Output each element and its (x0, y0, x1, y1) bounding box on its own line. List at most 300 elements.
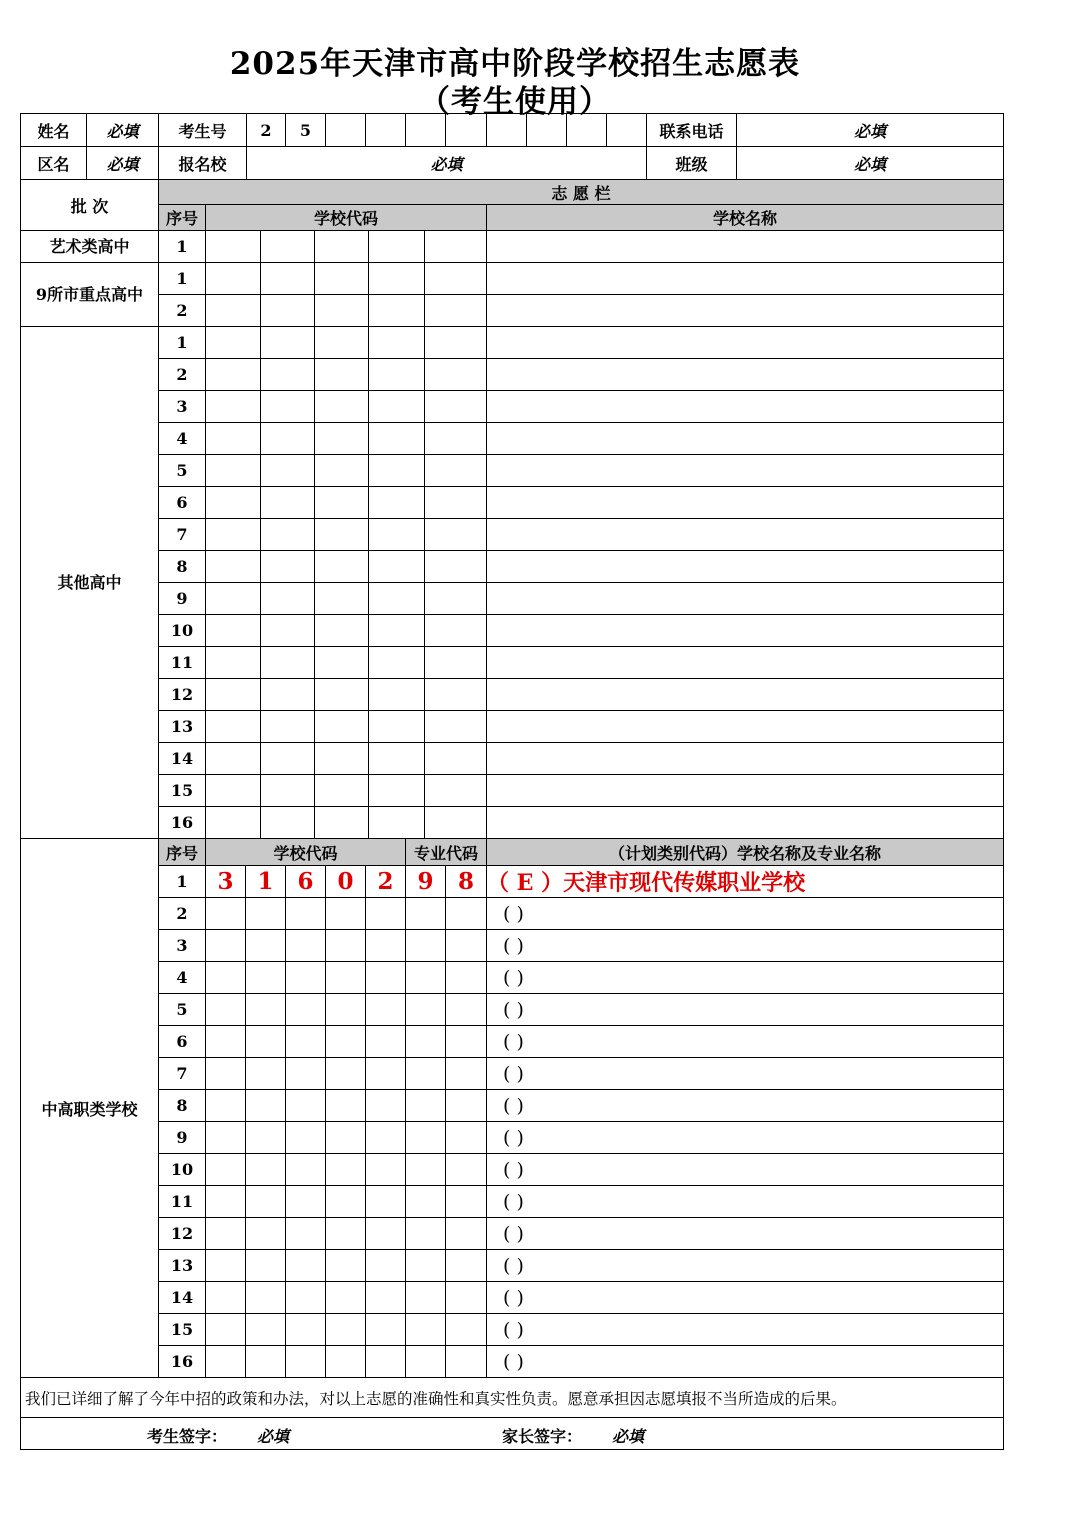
school-code-cell[interactable] (368, 486, 425, 519)
school-name-cell[interactable] (486, 806, 1004, 839)
school-code-cell[interactable] (424, 262, 487, 295)
school-code-cell[interactable] (205, 262, 261, 295)
row-seq: 3 (158, 929, 206, 962)
school-code-digit[interactable] (245, 1057, 286, 1090)
school-code-cell[interactable] (260, 518, 315, 551)
school-code-cell[interactable] (260, 646, 315, 679)
school-code-cell[interactable] (314, 774, 369, 807)
major-code-digit[interactable] (405, 1313, 446, 1346)
school-code-digit[interactable] (245, 1313, 286, 1346)
exam-no-digit[interactable] (325, 113, 366, 147)
school-code-digit[interactable] (285, 1185, 326, 1218)
row-seq: 6 (158, 1025, 206, 1058)
school-code-cell[interactable] (205, 358, 261, 391)
school-code-cell[interactable] (368, 678, 425, 711)
school-code-cell[interactable] (314, 294, 369, 327)
class-field[interactable]: 必填 (736, 146, 1004, 180)
school-code-digit[interactable] (365, 1217, 406, 1250)
exam-no-digit[interactable] (486, 113, 527, 147)
school-code-digit[interactable] (285, 1153, 326, 1186)
school-code-cell[interactable] (260, 294, 315, 327)
row-seq: 14 (158, 742, 206, 775)
seq-header-2: 序号 (158, 838, 206, 866)
school-code-digit[interactable] (285, 1025, 326, 1058)
exam-no-digit[interactable] (405, 113, 446, 147)
school-code-cell[interactable] (424, 646, 487, 679)
school-code-cell[interactable] (424, 422, 487, 455)
class-label: 班级 (646, 146, 737, 180)
school-code-cell[interactable] (260, 678, 315, 711)
school-code-cell[interactable] (424, 294, 487, 327)
school-code-cell[interactable] (260, 774, 315, 807)
school-name-cell[interactable] (486, 454, 1004, 487)
school-code-cell[interactable] (205, 454, 261, 487)
school-code-cell[interactable] (424, 358, 487, 391)
school-code-cell[interactable] (424, 582, 487, 615)
school-name-cell[interactable] (486, 582, 1004, 615)
parent-signature-label: 家长签字： (502, 1427, 583, 1446)
row-seq: 12 (158, 1217, 206, 1250)
school-code-cell[interactable] (314, 614, 369, 647)
school-name-cell[interactable] (486, 262, 1004, 295)
school-code-digit[interactable] (205, 1057, 246, 1090)
major-code-digit[interactable] (445, 1025, 487, 1058)
school-major-name-cell[interactable]: ( ) (486, 1217, 1004, 1250)
row-seq: 3 (158, 390, 206, 423)
school-code-digit[interactable] (325, 993, 366, 1026)
school-name-cell[interactable] (486, 614, 1004, 647)
school-code-cell[interactable] (205, 294, 261, 327)
school-code-cell[interactable] (314, 518, 369, 551)
row-seq: 2 (158, 358, 206, 391)
school-code-cell[interactable] (260, 422, 315, 455)
school-name-cell[interactable] (486, 518, 1004, 551)
school-code-cell[interactable] (314, 646, 369, 679)
school-major-name-cell[interactable]: ( ) (486, 1025, 1004, 1058)
row-seq: 2 (158, 294, 206, 327)
school-code-cell[interactable] (424, 678, 487, 711)
school-code-cell[interactable] (424, 326, 487, 359)
school-code-digit[interactable] (205, 1281, 246, 1314)
batch-label: 其他高中 (20, 326, 159, 839)
school-code-cell[interactable] (205, 806, 261, 839)
school-name-cell[interactable] (486, 550, 1004, 583)
school-code-digit[interactable] (205, 1345, 246, 1378)
school-name-cell[interactable] (486, 678, 1004, 711)
row-seq: 14 (158, 1281, 206, 1314)
major-code-digit[interactable] (405, 1249, 446, 1282)
school-code-cell[interactable] (368, 518, 425, 551)
school-code-digit[interactable] (285, 961, 326, 994)
school-name-cell[interactable] (486, 774, 1004, 807)
school-code-cell[interactable] (260, 358, 315, 391)
school-code-digit[interactable] (325, 1345, 366, 1378)
school-code-digit[interactable]: 6 (285, 865, 326, 898)
school-name-cell[interactable] (486, 710, 1004, 743)
school-major-name-cell[interactable]: ( ) (486, 961, 1004, 994)
school-major-name-cell[interactable]: ( ) (486, 929, 1004, 962)
school-code-cell[interactable] (424, 614, 487, 647)
exam-no-digit[interactable]: 5 (285, 113, 326, 147)
school-code-cell[interactable] (368, 614, 425, 647)
school-code-digit[interactable] (365, 1185, 406, 1218)
school-code-digit[interactable] (365, 1089, 406, 1122)
major-code-digit[interactable] (405, 1217, 446, 1250)
school-code-cell[interactable] (205, 326, 261, 359)
school-code-digit[interactable] (365, 1249, 406, 1282)
school-code-digit[interactable] (285, 1249, 326, 1282)
school-code-cell[interactable] (424, 774, 487, 807)
school-code-cell[interactable] (368, 390, 425, 423)
school-code-digit[interactable] (205, 961, 246, 994)
school-name-cell[interactable] (486, 230, 1004, 263)
school-code-digit[interactable] (245, 1089, 286, 1122)
school-code-cell[interactable] (314, 710, 369, 743)
major-code-digit[interactable] (445, 1281, 487, 1314)
school-major-name-cell[interactable]: ( ) (486, 1345, 1004, 1378)
school-code-cell[interactable] (260, 486, 315, 519)
school-code-digit[interactable] (245, 1217, 286, 1250)
school-code-digit[interactable] (325, 1313, 366, 1346)
school-code-digit[interactable] (245, 1121, 286, 1154)
school-code-digit[interactable] (205, 1249, 246, 1282)
school-code-digit[interactable] (365, 1345, 406, 1378)
row-seq: 7 (158, 518, 206, 551)
school-code-digit[interactable] (245, 1281, 286, 1314)
school-code-cell[interactable] (368, 454, 425, 487)
school-code-cell[interactable] (205, 582, 261, 615)
school-code-cell[interactable] (424, 550, 487, 583)
row-seq: 10 (158, 1153, 206, 1186)
school-code-digit[interactable] (245, 1185, 286, 1218)
school-code-digit[interactable] (245, 993, 286, 1026)
school-code-cell[interactable] (368, 262, 425, 295)
major-code-digit[interactable] (445, 1185, 487, 1218)
school-major-name-cell[interactable]: ( ) (486, 1121, 1004, 1154)
school-code-digit[interactable] (325, 1281, 366, 1314)
school-code-cell[interactable] (260, 614, 315, 647)
school-code-digit[interactable] (285, 1345, 326, 1378)
school-code-digit[interactable] (285, 1057, 326, 1090)
school-code-digit[interactable] (325, 897, 366, 930)
major-code-digit[interactable] (405, 1057, 446, 1090)
row-seq: 16 (158, 1345, 206, 1378)
school-code-cell[interactable] (424, 230, 487, 263)
school-code-cell[interactable] (205, 422, 261, 455)
school-code-digit[interactable] (205, 897, 246, 930)
row-seq: 1 (158, 230, 206, 263)
school-major-name-cell[interactable]: ( ) (486, 1089, 1004, 1122)
school-code-digit[interactable] (205, 1313, 246, 1346)
school-code-digit[interactable] (245, 1153, 286, 1186)
major-code-digit[interactable]: 9 (405, 865, 446, 898)
school-code-header: 学校代码 (205, 204, 487, 231)
school-code-cell[interactable] (314, 230, 369, 263)
major-code-digit[interactable] (405, 993, 446, 1026)
school-code-digit[interactable] (365, 929, 406, 962)
school-code-digit[interactable] (285, 1089, 326, 1122)
major-code-digit[interactable] (405, 961, 446, 994)
school-code-digit[interactable] (325, 1217, 366, 1250)
school-code-cell[interactable] (368, 742, 425, 775)
school-code-digit[interactable] (205, 1185, 246, 1218)
school-code-cell[interactable] (368, 358, 425, 391)
reg-school-field[interactable]: 必填 (246, 146, 647, 180)
school-code-cell[interactable] (314, 486, 369, 519)
school-name-cell[interactable] (486, 294, 1004, 327)
school-code-digit[interactable] (365, 1121, 406, 1154)
school-code-cell[interactable] (314, 742, 369, 775)
row-seq: 1 (158, 326, 206, 359)
school-code-cell[interactable] (314, 454, 369, 487)
major-code-digit[interactable] (405, 1121, 446, 1154)
school-code-cell[interactable] (368, 582, 425, 615)
row-seq: 15 (158, 774, 206, 807)
school-major-name-cell[interactable]: ( ) (486, 1057, 1004, 1090)
school-code-cell[interactable] (260, 582, 315, 615)
batch-label-vocational: 中高职类学校 (20, 838, 159, 1378)
major-code-digit[interactable] (445, 1089, 487, 1122)
school-code-cell[interactable] (424, 454, 487, 487)
school-code-digit[interactable] (365, 993, 406, 1026)
major-code-digit[interactable] (405, 1089, 446, 1122)
school-code-digit[interactable] (365, 1057, 406, 1090)
school-code-digit[interactable] (245, 929, 286, 962)
school-code-digit[interactable] (205, 1025, 246, 1058)
school-code-cell[interactable] (368, 646, 425, 679)
school-code-digit[interactable] (325, 1249, 366, 1282)
school-code-digit[interactable]: 3 (205, 865, 246, 898)
school-code-digit[interactable]: 2 (365, 865, 406, 898)
school-code-cell[interactable] (314, 582, 369, 615)
school-code-cell[interactable] (314, 550, 369, 583)
school-code-digit[interactable] (205, 1089, 246, 1122)
parent-signature-value[interactable]: 必填 (612, 1427, 645, 1446)
major-code-digit[interactable] (445, 1121, 487, 1154)
school-code-cell[interactable] (205, 646, 261, 679)
school-code-digit[interactable] (245, 1025, 286, 1058)
major-code-digit[interactable] (405, 1345, 446, 1378)
major-code-digit[interactable] (445, 1313, 487, 1346)
school-code-digit[interactable] (325, 1185, 366, 1218)
row-seq: 5 (158, 993, 206, 1026)
school-code-header-2: 学校代码 (205, 838, 406, 866)
row-seq: 9 (158, 1121, 206, 1154)
school-major-name-cell[interactable]: ( ) (486, 993, 1004, 1026)
exam-no-digit[interactable] (606, 113, 647, 147)
school-code-digit[interactable] (245, 897, 286, 930)
school-code-digit[interactable] (365, 1281, 406, 1314)
school-code-cell[interactable] (260, 742, 315, 775)
school-code-cell[interactable] (205, 230, 261, 263)
school-code-cell[interactable] (260, 326, 315, 359)
exam-no-digit[interactable] (365, 113, 406, 147)
school-name-cell[interactable] (486, 422, 1004, 455)
school-name-cell[interactable] (486, 742, 1004, 775)
school-name-cell[interactable] (486, 326, 1004, 359)
major-code-digit[interactable] (405, 1025, 446, 1058)
exam-no-digit[interactable] (445, 113, 487, 147)
district-field[interactable]: 必填 (86, 146, 159, 180)
school-code-digit[interactable] (325, 929, 366, 962)
school-name-cell[interactable] (486, 390, 1004, 423)
row-seq: 15 (158, 1313, 206, 1346)
school-code-cell[interactable] (260, 262, 315, 295)
row-seq: 5 (158, 454, 206, 487)
name-label: 姓名 (20, 113, 87, 147)
major-code-digit[interactable] (405, 1153, 446, 1186)
row-seq: 13 (158, 1249, 206, 1282)
school-code-cell[interactable] (205, 678, 261, 711)
school-code-cell[interactable] (368, 550, 425, 583)
major-code-digit[interactable] (445, 897, 487, 930)
school-major-name-cell[interactable]: （ E ）天津市现代传媒职业学校 (486, 865, 1004, 898)
school-code-cell[interactable] (424, 710, 487, 743)
school-code-cell[interactable] (424, 806, 487, 839)
school-code-digit[interactable]: 0 (325, 865, 366, 898)
school-code-cell[interactable] (205, 742, 261, 775)
school-name-cell[interactable] (486, 358, 1004, 391)
school-code-cell[interactable] (424, 486, 487, 519)
school-code-cell[interactable] (260, 390, 315, 423)
school-code-cell[interactable] (260, 710, 315, 743)
school-code-cell[interactable] (368, 774, 425, 807)
school-code-cell[interactable] (314, 806, 369, 839)
school-code-cell[interactable] (368, 806, 425, 839)
school-code-digit[interactable] (205, 1121, 246, 1154)
major-code-digit[interactable] (405, 897, 446, 930)
seq-header: 序号 (158, 204, 206, 231)
school-code-digit[interactable] (245, 961, 286, 994)
school-code-cell[interactable] (368, 326, 425, 359)
major-code-digit[interactable] (445, 1057, 487, 1090)
school-code-cell[interactable] (205, 390, 261, 423)
school-code-cell[interactable] (368, 710, 425, 743)
declaration-text: 我们已详细了解了今年中招的政策和办法，对以上志愿的准确性和真实性负责。愿意承担因志愿填报不当所造成的后果。 (20, 1377, 1004, 1418)
school-code-cell[interactable] (205, 710, 261, 743)
phone-label: 联系电话 (646, 113, 737, 147)
major-code-digit[interactable] (445, 993, 487, 1026)
school-major-name-cell[interactable]: ( ) (486, 1249, 1004, 1282)
major-code-digit[interactable] (445, 961, 487, 994)
school-code-cell[interactable] (260, 230, 315, 263)
school-code-cell[interactable] (368, 294, 425, 327)
school-code-digit[interactable] (205, 1153, 246, 1186)
school-code-digit[interactable] (365, 1313, 406, 1346)
row-seq: 4 (158, 961, 206, 994)
batch-header: 批 次 (20, 179, 159, 231)
school-code-digit[interactable] (245, 1249, 286, 1282)
major-code-digit[interactable] (445, 929, 487, 962)
school-code-digit[interactable] (285, 993, 326, 1026)
exam-no-label: 考生号 (158, 113, 247, 147)
school-code-digit[interactable] (205, 993, 246, 1026)
school-code-digit[interactable] (285, 897, 326, 930)
school-code-digit[interactable] (365, 961, 406, 994)
exam-no-digit[interactable] (526, 113, 567, 147)
school-code-cell[interactable] (368, 230, 425, 263)
form-title: 2025年天津市高中阶段学校招生志愿表 (229, 46, 801, 82)
school-code-digit[interactable] (325, 1025, 366, 1058)
school-code-cell[interactable] (424, 518, 487, 551)
major-code-digit[interactable] (445, 1217, 487, 1250)
major-code-digit[interactable] (445, 1345, 487, 1378)
exam-no-digit[interactable]: 2 (246, 113, 286, 147)
school-code-cell[interactable] (424, 742, 487, 775)
school-code-digit[interactable] (285, 1313, 326, 1346)
school-major-name-cell[interactable]: ( ) (486, 1313, 1004, 1346)
row-seq: 9 (158, 582, 206, 615)
school-code-digit[interactable] (285, 1281, 326, 1314)
school-code-digit[interactable] (325, 1121, 366, 1154)
phone-field[interactable]: 必填 (736, 113, 1004, 147)
school-code-digit[interactable] (365, 1153, 406, 1186)
school-code-cell[interactable] (314, 390, 369, 423)
school-name-cell[interactable] (486, 486, 1004, 519)
school-code-digit[interactable] (205, 929, 246, 962)
school-code-digit[interactable] (325, 1089, 366, 1122)
major-code-digit[interactable] (405, 1281, 446, 1314)
major-code-digit[interactable] (445, 1153, 487, 1186)
school-code-cell[interactable] (424, 390, 487, 423)
major-code-digit[interactable] (405, 929, 446, 962)
row-seq: 12 (158, 678, 206, 711)
major-code-header: 专业代码 (405, 838, 487, 866)
major-code-digit[interactable] (405, 1185, 446, 1218)
row-seq: 2 (158, 897, 206, 930)
school-major-name-cell[interactable]: ( ) (486, 1153, 1004, 1186)
name-field[interactable]: 必填 (86, 113, 159, 147)
school-code-digit[interactable] (205, 1217, 246, 1250)
school-code-digit[interactable] (365, 1025, 406, 1058)
student-signature-value[interactable]: 必填 (257, 1427, 290, 1446)
school-code-digit[interactable] (365, 897, 406, 930)
school-code-cell[interactable] (205, 614, 261, 647)
school-major-name-cell[interactable]: ( ) (486, 1185, 1004, 1218)
school-code-digit[interactable] (285, 929, 326, 962)
school-name-cell[interactable] (486, 646, 1004, 679)
school-code-cell[interactable] (314, 422, 369, 455)
school-code-cell[interactable] (368, 422, 425, 455)
school-major-name-cell[interactable]: ( ) (486, 1281, 1004, 1314)
exam-no-digit[interactable] (566, 113, 607, 147)
school-code-digit[interactable] (325, 1057, 366, 1090)
row-seq: 1 (158, 865, 206, 898)
school-code-digit[interactable] (325, 1153, 366, 1186)
row-seq: 11 (158, 646, 206, 679)
school-code-cell[interactable] (205, 486, 261, 519)
school-code-digit[interactable] (325, 961, 366, 994)
school-code-cell[interactable] (314, 678, 369, 711)
school-code-digit[interactable] (285, 1121, 326, 1154)
school-code-digit[interactable] (245, 1345, 286, 1378)
school-code-cell[interactable] (314, 358, 369, 391)
school-major-name-cell[interactable]: ( ) (486, 897, 1004, 930)
school-code-digit[interactable] (285, 1217, 326, 1250)
school-code-cell[interactable] (205, 774, 261, 807)
major-code-digit[interactable]: 8 (445, 865, 487, 898)
major-code-digit[interactable] (445, 1249, 487, 1282)
school-code-cell[interactable] (205, 550, 261, 583)
school-code-cell[interactable] (205, 518, 261, 551)
school-code-cell[interactable] (260, 454, 315, 487)
school-code-digit[interactable]: 1 (245, 865, 286, 898)
school-code-cell[interactable] (260, 550, 315, 583)
school-code-cell[interactable] (260, 806, 315, 839)
school-code-cell[interactable] (314, 326, 369, 359)
school-code-cell[interactable] (314, 262, 369, 295)
row-seq: 6 (158, 486, 206, 519)
